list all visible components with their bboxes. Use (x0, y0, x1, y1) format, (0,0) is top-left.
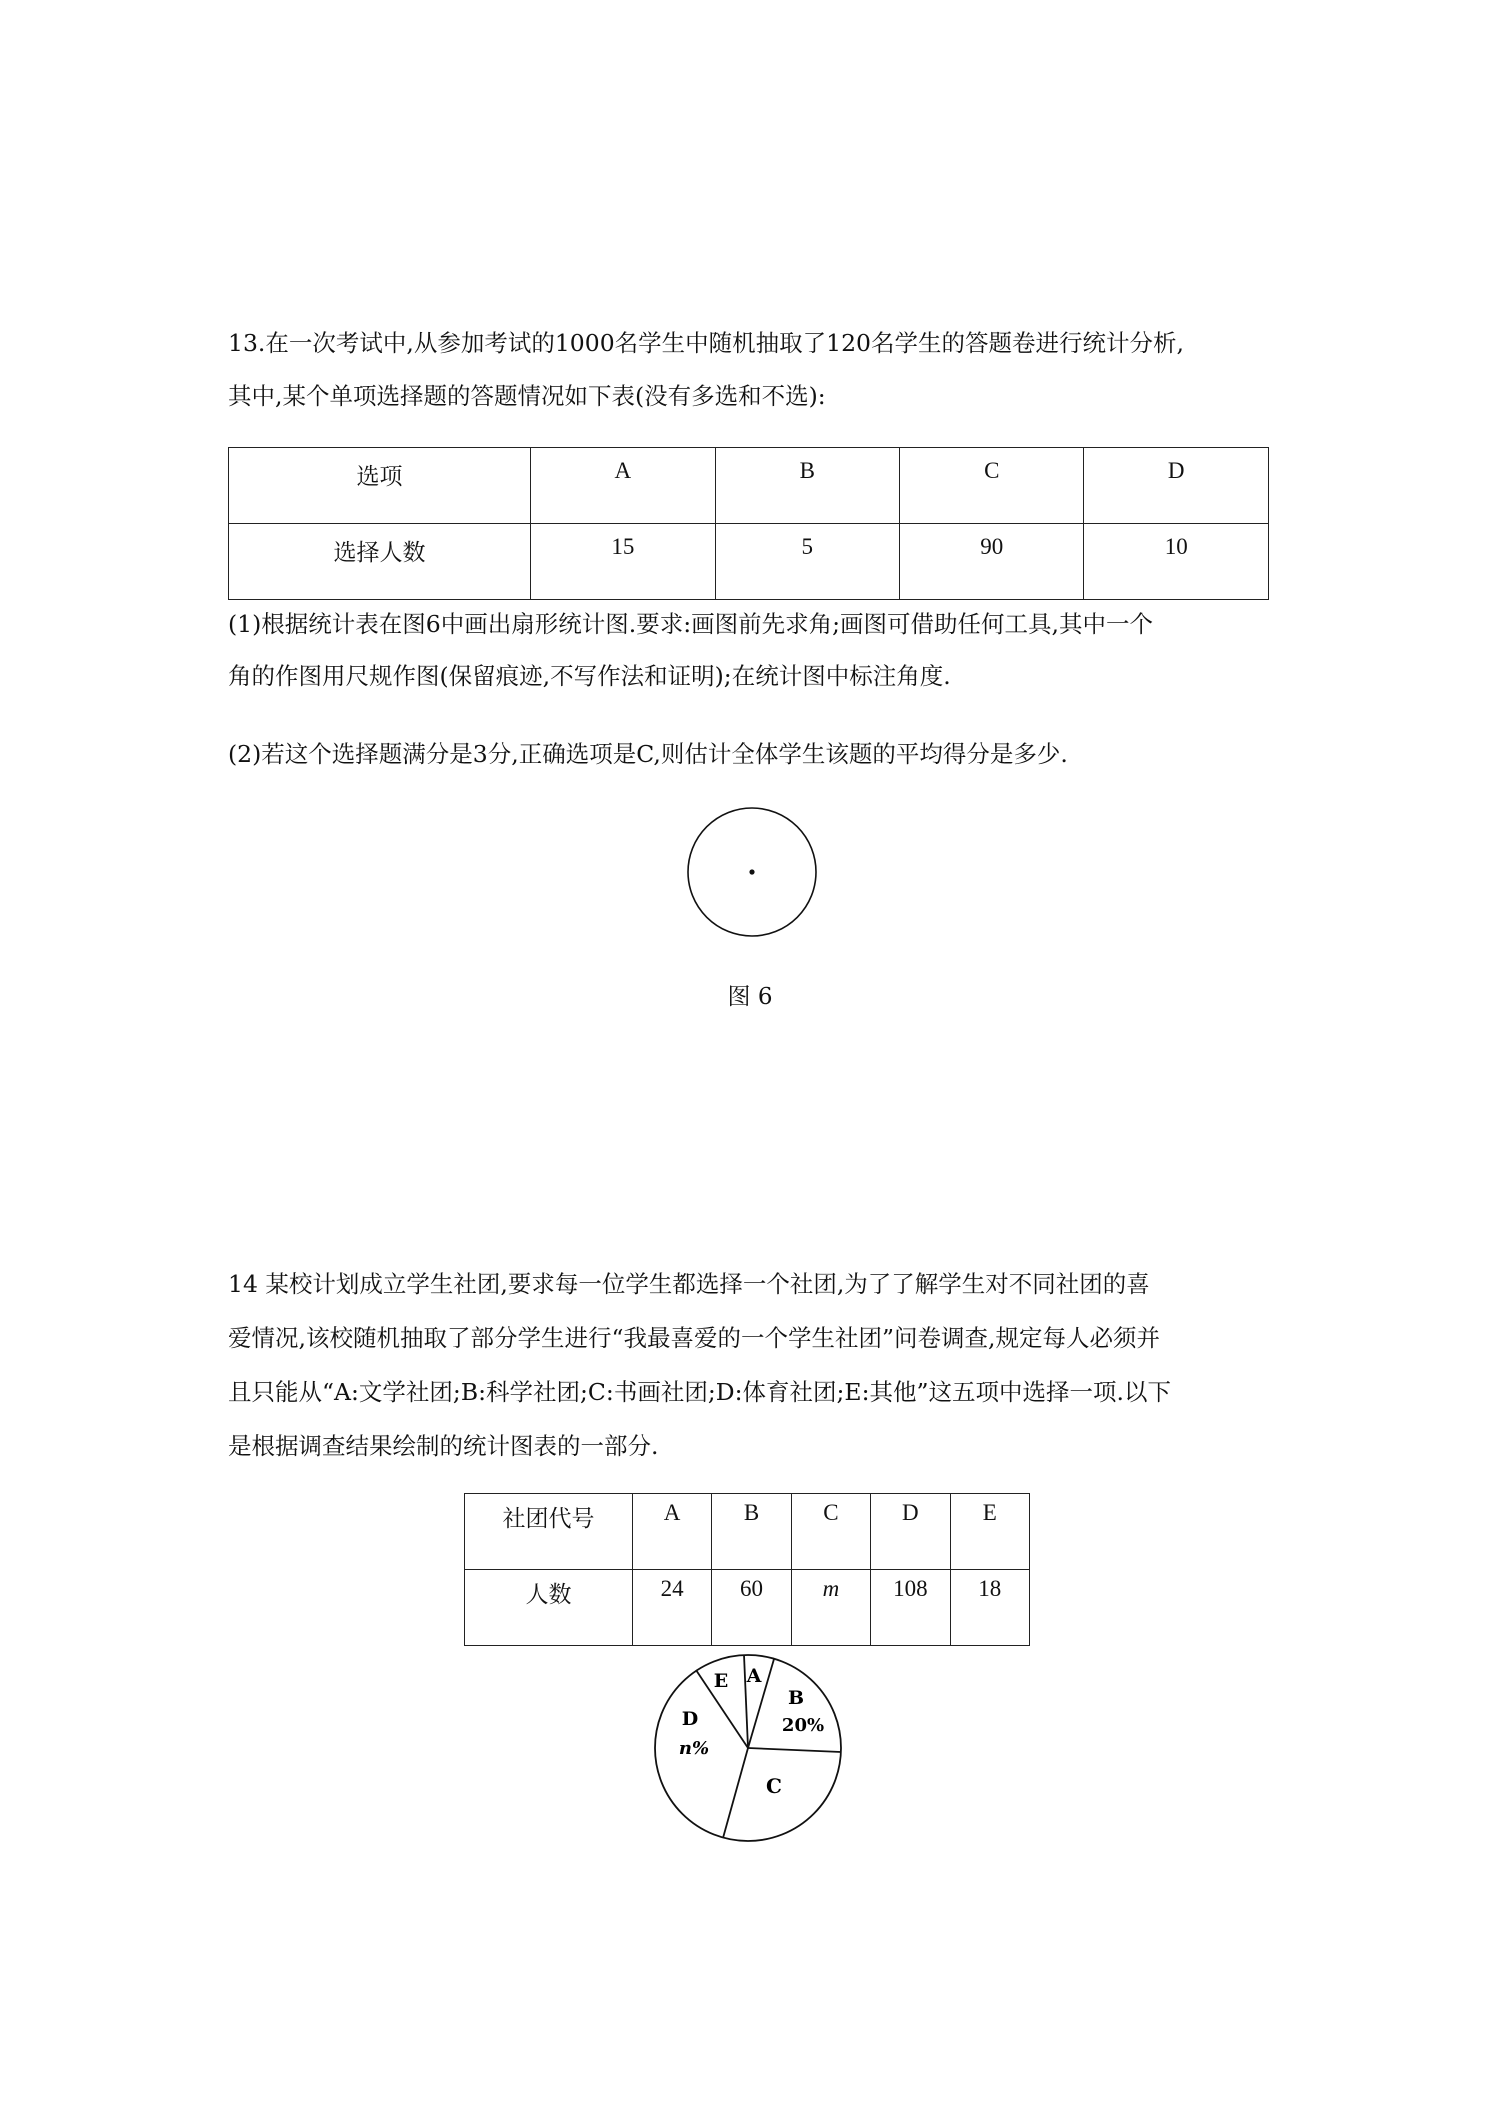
table-cell: m (791, 1570, 870, 1646)
pie-divider-c-d (723, 1748, 748, 1838)
table-header-cell: 选项 (229, 448, 531, 524)
table-row (465, 1494, 1030, 1570)
q14-line-4: 是根据调查结果绘制的统计图表的一部分. (228, 1432, 659, 1460)
table-row (229, 524, 1269, 600)
q13-line-1: 13.在一次考试中,从参加考试的1000名学生中随机抽取了120名学生的答题卷进行统计分析, (228, 329, 1184, 357)
table-row (465, 1570, 1030, 1646)
table-header-cell: D (871, 1494, 950, 1570)
q14-line-1: 14 某校计划成立学生社团,要求每一位学生都选择一个社团,为了了解学生对不同社团的喜 (228, 1270, 1150, 1298)
q13-part1-line-2: 角的作图用尺规作图(保留痕迹,不写作法和证明);在统计图中标注角度. (228, 662, 951, 690)
q13-part2: (2)若这个选择题满分是3分,正确选项是C,则估计全体学生该题的平均得分是多少. (228, 740, 1068, 768)
pie-label-e: E (713, 1670, 729, 1692)
table-cell: 18 (950, 1570, 1029, 1646)
table-header-cell: B (715, 448, 899, 524)
table-cell: 108 (871, 1570, 950, 1646)
pie-divider-b-c (748, 1748, 841, 1752)
pie-label-b-percent: 20% (781, 1715, 825, 1736)
q13-line-2: 其中,某个单项选择题的答题情况如下表(没有多选和不选): (228, 382, 826, 410)
table-row (229, 448, 1269, 524)
table-header-cell: C (900, 448, 1084, 524)
pie-label-c: C (766, 1774, 782, 1798)
pie-label-d-percent: n% (678, 1738, 710, 1759)
q14-pie-chart (648, 1648, 858, 1848)
table-row-label: 人数 (465, 1570, 633, 1646)
table-cell: 90 (900, 524, 1084, 600)
table-cell: 5 (715, 524, 899, 600)
table-header-cell: 社团代号 (465, 1494, 633, 1570)
table-cell: 15 (531, 524, 715, 600)
table-header-cell: D (1084, 448, 1269, 524)
q13-part1-line-1: (1)根据统计表在图6中画出扇形统计图.要求:画图前先求角;画图可借助任何工具,其中一个 (228, 610, 1154, 638)
table-cell: 10 (1084, 524, 1269, 600)
pie-label-a: A (746, 1665, 762, 1687)
figure-6-circle (682, 802, 822, 942)
q14-line-3: 且只能从“A:文学社团;B:科学社团;C:书画社团;D:体育社团;E:其他”这五项中选择一项.以下 (228, 1378, 1171, 1406)
pie-label-b: B (787, 1687, 805, 1709)
pie-label-d: D (681, 1708, 699, 1730)
table-header-cell: E (950, 1494, 1029, 1570)
table-header-cell: C (791, 1494, 870, 1570)
figure-6-caption: 图 6 (727, 984, 773, 1010)
q14-line-2: 爱情况,该校随机抽取了部分学生进行“我最喜爱的一个学生社团”问卷调查,规定每人必须并 (228, 1324, 1160, 1352)
q14-club-table (464, 1493, 1030, 1646)
table-cell: 24 (632, 1570, 711, 1646)
table-cell: 60 (712, 1570, 791, 1646)
table-header-cell: A (632, 1494, 711, 1570)
q13-answer-table (228, 447, 1269, 600)
table-row-label: 选择人数 (229, 524, 531, 600)
table-header-cell: B (712, 1494, 791, 1570)
table-header-cell: A (531, 448, 715, 524)
